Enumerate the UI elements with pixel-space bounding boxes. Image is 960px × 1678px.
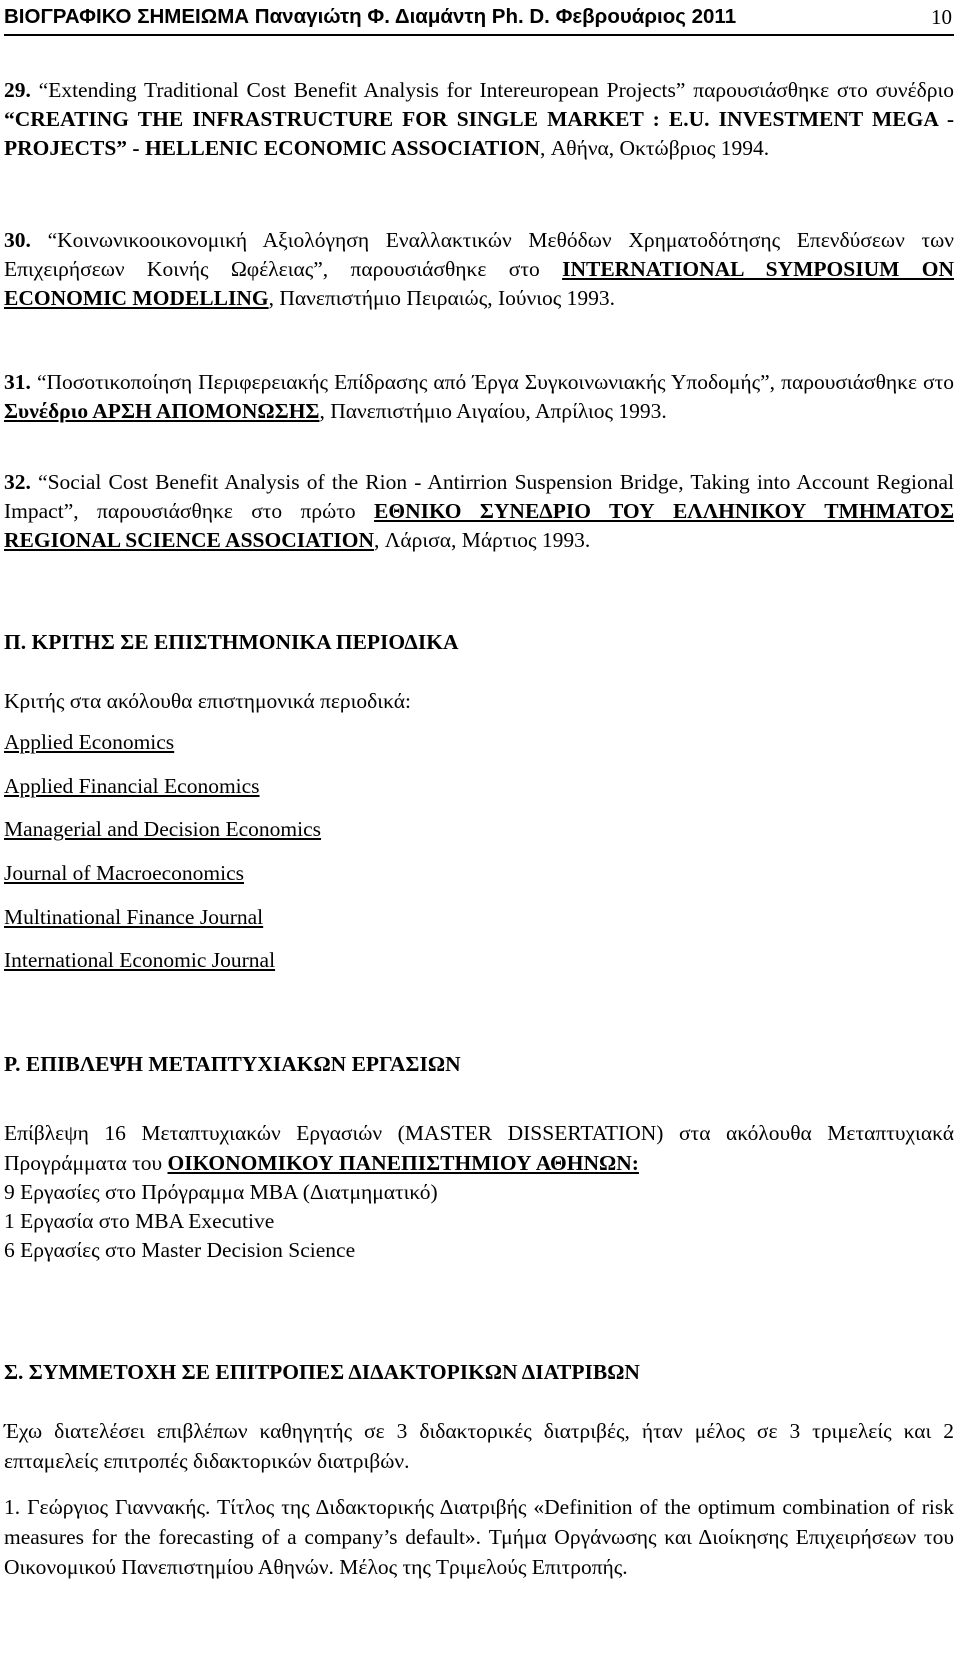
section-heading-supervision: Ρ. ΕΠΙΒΛΕΨΗ ΜΕΤΑΠΤΥΧΙΑΚΩΝ ΕΡΓΑΣΙΩΝ — [4, 1052, 461, 1076]
entry-31 — [4, 368, 954, 426]
entry-30 — [4, 226, 954, 313]
entry-presented: παρουσιάσθηκε στο συνέδριο — [693, 78, 955, 102]
entry-tail: , Πανεπιστήμιο Πειραιώς, Ιούνιος 1993. — [268, 286, 616, 310]
page-number: 10 — [931, 5, 952, 29]
header-title: ΒΙΟΓΡΑΦΙΚΟ ΣΗΜΕΙΩΜΑ Παναγιώτη Φ. Διαμάντη Ph. D. Φεβρουάριος 2011 — [4, 5, 737, 28]
supervision-paragraph — [4, 1118, 954, 1178]
page-header — [4, 4, 954, 30]
supervision-line: 6 Εργασίες στο Master Decision Science — [4, 1238, 356, 1262]
entry-number: 29. — [4, 78, 31, 102]
entry-venue: “CREATING THE INFRASTRUCTURE FOR SINGLE MARKET : E.U. INVESTMENT MEGA - PROJECTS” - HELLENIC ECONOMIC ASSOCIATION — [4, 107, 954, 160]
supervision-text: Επίβλεψη 16 Μεταπτυχιακών Εργασιών (MASTER DISSERTATION) στα ακόλουθα Μεταπτυχιακά Προγράμματα του — [4, 1121, 954, 1175]
supervision-line: 9 Εργασίες στο Πρόγραμμα MBA (Διατμηματικό) — [4, 1180, 438, 1204]
reviewer-intro: Κριτής στα ακόλουθα επιστημονικά περιοδικά: — [4, 689, 411, 713]
entry-title: “Ποσοτικοποίηση Περιφερειακής Επίδρασης από Έργα Συγκοινωνιακής Υποδομής” — [36, 370, 770, 394]
committee-item: 1. Γεώργιος Γιαννακής. Τίτλος της Διδακτορικής Διατριβής «Definition of the optimum combination of risk measures for the forecasting of a company’s default». Τμήμα Οργάνωσης και Διοίκησης Επιχειρήσεων του Οικονομικού Πανεπιστημίου Αθηνών. Μέλος της Τριμελούς Επιτροπής. — [4, 1495, 954, 1579]
entry-venue: ΕΘΝΙΚΟ ΣΥΝΕΔΡΙΟ ΤΟΥ ΕΛΛΗΝΙΚΟΥ ΤΜΗΜΑΤΟΣ REGIONAL SCIENCE ASSOCIATION — [4, 499, 955, 552]
entry-title: “Social Cost Benefit Analysis of the Rion - Antirrion Suspension Bridge, Taking into Account Regional Impact” — [4, 470, 954, 523]
journal-item: Applied Economics — [4, 730, 175, 754]
entry-venue: INTERNATIONAL SYMPOSIUM ON ECONOMIC MODELLING — [4, 257, 955, 310]
section-heading-committees: Σ. ΣΥΜΜΕΤΟΧΗ ΣΕ ΕΠΙΤΡΟΠΕΣ ΔΙΔΑΚΤΟΡΙΚΩΝ ΔΙΑΤΡΙΒΩΝ — [4, 1360, 640, 1384]
entry-title: “Extending Traditional Cost Benefit Analysis for Intereuropean Projects” — [38, 78, 686, 102]
journal-item: International Economic Journal — [4, 948, 276, 972]
entry-title: “Κοινωνικοοικονομική Αξιολόγηση Εναλλακτικών Μεθόδων Χρηματοδότησης Επενδύσεων των Επιχειρήσεων Κοινής Ωφέλειας” — [4, 228, 954, 281]
entry-tail: , Λάρισα, Μάρτιος 1993. — [373, 528, 591, 552]
entry-venue: Συνέδριο ΑΡΣΗ ΑΠΟΜΟΝΩΣΗΣ — [4, 399, 320, 423]
journal-item: Managerial and Decision Economics — [4, 817, 322, 841]
entry-presented: , παρουσιάσθηκε στο πρώτο — [73, 499, 356, 523]
entry-presented: , παρουσιάσθηκε στο — [322, 257, 540, 281]
entry-tail: , Αθήνα, Οκτώβριος 1994. — [540, 136, 770, 160]
entry-tail: , Πανεπιστήμιο Αιγαίου, Απρίλιος 1993. — [319, 399, 667, 423]
committees-intro: Έχω διατελέσει επιβλέπων καθηγητής σε 3 διδακτορικές διατριβές, ήταν μέλος σε 3 τριμελείς και 2 επταμελείς επιτροπές διδακτορικών διατριβών. — [4, 1419, 954, 1473]
supervision-university: ΟΙΚΟΝΟΜΙΚΟΥ ΠΑΝΕΠΙΣΤΗΜΙΟΥ ΑΘΗΝΩΝ: — [167, 1151, 639, 1175]
header-rule — [4, 34, 954, 36]
journal-item: Multinational Finance Journal — [4, 905, 264, 929]
journal-item: Journal of Macroeconomics — [4, 861, 245, 885]
entry-32 — [4, 468, 954, 555]
entry-presented: , παρουσιάσθηκε στο — [769, 370, 955, 394]
entry-number: 30. — [4, 228, 31, 252]
entry-number: 32. — [4, 470, 31, 494]
entry-number: 31. — [4, 370, 31, 394]
journal-item: Applied Financial Economics — [4, 774, 260, 798]
supervision-line: 1 Εργασία στο MBA Executive — [4, 1209, 275, 1233]
section-heading-reviewer: Π. ΚΡΙΤΗΣ ΣΕ ΕΠΙΣΤΗΜΟΝΙΚΑ ΠΕΡΙΟΔΙΚΑ — [4, 630, 459, 654]
entry-29 — [4, 76, 954, 163]
